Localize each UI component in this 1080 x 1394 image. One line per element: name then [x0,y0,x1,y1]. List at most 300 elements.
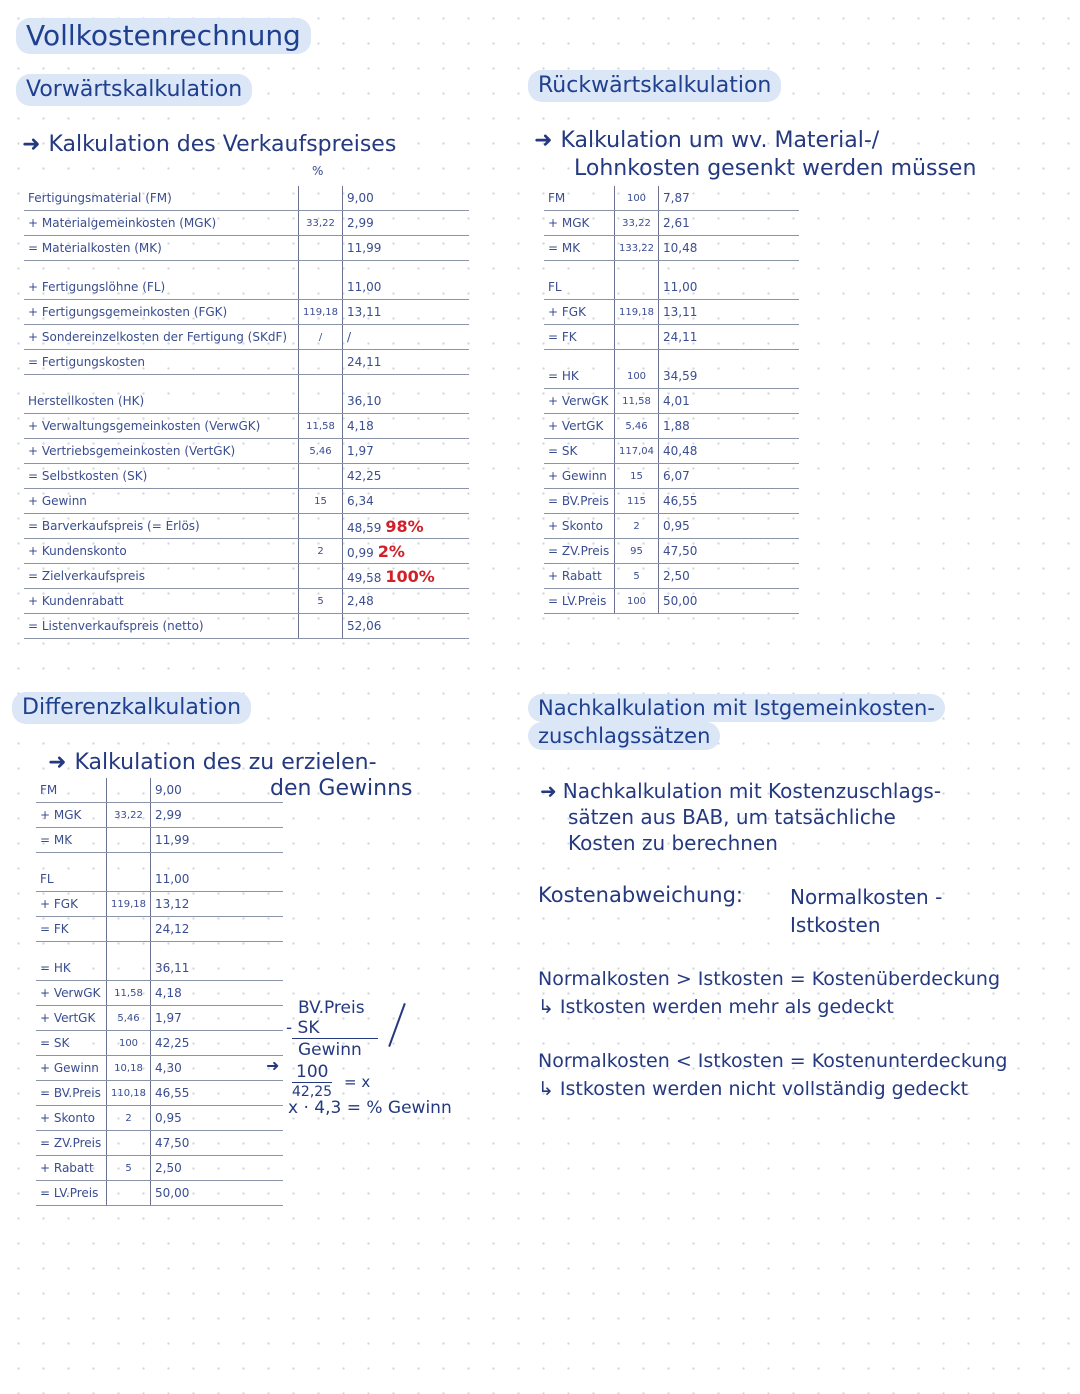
row-value [659,211,800,236]
row-value-text: 40,48 [663,444,698,458]
row-value [659,439,800,464]
row-label [544,236,615,261]
row-value-text: 48,59 [347,520,382,535]
row-label-text: + VerwGK [548,394,609,408]
row-value-text: 4,18 [155,986,182,1000]
row-value-text: 1,97 [155,1011,182,1025]
main-title: Vollkostenrechnung [16,18,311,54]
row-percent [615,261,659,276]
row-percent [615,350,659,365]
row-value [343,489,470,514]
table-gap-row [544,350,799,365]
row-label-text: = ZV.Preis [40,1136,102,1150]
ueberdeckung-line2-text: Istkosten werden mehr als gedeckt [559,996,894,1018]
row-label [36,1006,107,1031]
row-label [544,589,615,614]
row-label [36,892,107,917]
table-row [36,828,283,853]
row-value [151,917,284,942]
row-label-text: FL [548,280,562,294]
table-row [24,186,469,211]
row-label [544,439,615,464]
row-label-text: + FGK [40,897,78,911]
row-value [659,236,800,261]
table-row [544,514,799,539]
nachkalk-title-2: zuschlagssätzen [528,722,720,750]
row-percent-text: 119,18 [111,898,146,910]
table-row [544,364,799,389]
formula-gewinn: Gewinn [298,1040,362,1060]
row-percent-text: 119,18 [303,306,338,318]
row-percent-text: 2 [317,545,324,557]
row-percent [615,514,659,539]
row-percent-text: 5,46 [625,420,648,432]
table-row [24,614,469,639]
row-label [36,1056,107,1081]
percent-mark: 100% [385,566,435,586]
table-gap-row [24,261,469,276]
row-label [36,853,107,868]
row-value [659,261,800,276]
table-row [544,275,799,300]
row-value-text: 2,50 [663,569,690,583]
row-label-text: + VerwGK [40,986,101,1000]
row-value [659,325,800,350]
row-label-text: + Verwaltungsgemeinkosten (VerwGK) [28,419,261,433]
row-percent [299,514,343,539]
row-value-text: 24,11 [347,355,382,369]
row-label-text: + Gewinn [40,1061,99,1075]
row-percent [107,942,151,957]
table-row [544,389,799,414]
row-label [24,300,299,325]
row-label [36,1031,107,1056]
row-value [343,589,470,614]
table-row [24,464,469,489]
table-row [544,489,799,514]
row-value [343,300,470,325]
row-value [659,350,800,365]
row-label [24,589,299,614]
row-label [544,261,615,276]
percent-header: % [312,164,324,178]
table-row [36,917,283,942]
row-label-text: + MGK [548,216,590,230]
row-value [343,275,470,300]
row-percent [299,414,343,439]
row-percent-text: 5,46 [117,1012,140,1024]
arrow-right-icon: ➜ [534,128,553,153]
row-value [343,350,470,375]
row-percent [299,589,343,614]
nachkalk-title-1: Nachkalkulation mit Istgemeinkosten- [528,694,945,722]
table-row [544,211,799,236]
row-percent-text: 100 [626,370,647,382]
row-percent [615,211,659,236]
return-arrow-icon: ↳ [538,996,554,1018]
row-value [151,853,284,868]
table-row [36,892,283,917]
table-row [36,1006,283,1031]
row-value [343,325,470,350]
row-value-text: 4,30 [155,1061,182,1075]
row-value-text: 6,34 [347,494,374,508]
row-value [151,803,284,828]
row-value [151,892,284,917]
table-row [24,539,469,564]
row-value-text: 11,99 [347,241,382,255]
row-label [544,414,615,439]
table-row [544,300,799,325]
row-value [343,464,470,489]
row-label [544,300,615,325]
differenz-table [36,778,283,1206]
row-percent [299,325,343,350]
row-label [24,614,299,639]
row-percent [107,778,151,803]
table-row [36,867,283,892]
table-row [36,778,283,803]
row-percent [299,236,343,261]
row-label [24,564,299,589]
row-label-text: = HK [40,961,71,975]
table-row [544,539,799,564]
row-value [343,414,470,439]
row-value-text: 36,10 [347,394,382,408]
row-label [36,942,107,957]
table-gap-row [36,942,283,957]
table-row [24,589,469,614]
row-value-text: 34,59 [663,369,698,383]
row-value-text: 11,00 [155,872,190,886]
row-label [24,414,299,439]
row-label [24,236,299,261]
table-row [24,439,469,464]
row-value [343,389,470,414]
row-value [659,564,800,589]
row-label [544,514,615,539]
table-row [544,589,799,614]
abweichung-line1: Normalkosten - [790,885,943,909]
row-label-text: + Rabatt [40,1161,94,1175]
row-value [151,1081,284,1106]
row-value-text: 46,55 [663,494,698,508]
row-percent [299,375,343,390]
formula-final: x · 4,3 = % Gewinn [288,1098,452,1118]
row-value [659,414,800,439]
row-value-text: 52,06 [347,619,382,633]
formula-line-1 [292,1038,378,1039]
row-percent [299,564,343,589]
row-percent-text: 11,58 [622,395,651,407]
row-label-text: FM [40,783,58,797]
row-percent-text: 5 [125,1162,132,1174]
formula-equals-x: = x [344,1073,371,1091]
row-value-text: / [347,330,352,344]
row-percent [107,1006,151,1031]
row-percent [299,614,343,639]
row-label [36,803,107,828]
arrow-right-icon: ➜ [540,779,557,803]
row-label-text: = Materialkosten (MK) [28,241,162,255]
row-label [24,186,299,211]
row-percent [107,981,151,1006]
row-percent [615,439,659,464]
rueckwaerts-table [544,186,799,614]
row-label-text: = BV.Preis [548,494,609,508]
row-value-text: 13,12 [155,897,190,911]
row-percent [107,1156,151,1181]
row-percent [107,1106,151,1131]
row-percent [299,211,343,236]
row-label-text: Herstellkosten (HK) [28,394,145,408]
row-label [36,1156,107,1181]
row-label-text: Fertigungsmaterial (FM) [28,191,172,205]
nachkalk-desc-3: Kosten zu berechnen [568,831,778,855]
table-row [36,803,283,828]
table-row [544,414,799,439]
row-label-text: = LV.Preis [40,1186,99,1200]
row-percent [107,867,151,892]
row-value [659,389,800,414]
row-value [151,778,284,803]
row-percent [615,186,659,211]
row-value-text: 13,11 [663,305,698,319]
row-value-text: 36,11 [155,961,190,975]
nachkalk-desc-line1: Nachkalkulation mit Kostenzuschlags- [562,779,942,803]
row-label [36,1081,107,1106]
row-label-text: + VertGK [40,1011,96,1025]
row-label-text: = Barverkaufspreis (= Erlös) [28,519,200,533]
row-label-text: = MK [548,241,581,255]
nachkalk-desc-1 [540,778,941,804]
arrow-right-icon: ➜ [48,750,67,775]
table-row [544,464,799,489]
row-label-text: FM [548,191,566,205]
row-label [24,489,299,514]
row-percent [615,389,659,414]
row-percent-text: 115 [626,495,647,507]
row-percent [299,489,343,514]
row-label-text: + Rabatt [548,569,602,583]
row-value-text: 2,99 [347,216,374,230]
row-percent-text: 2 [633,520,640,532]
row-percent [615,589,659,614]
row-percent [107,1081,151,1106]
row-label [24,439,299,464]
row-percent [299,186,343,211]
percent-mark: 2% [377,541,405,561]
row-percent-text: 119,18 [619,306,654,318]
formula-sk: - SK [286,1018,320,1038]
row-value-text: 2,48 [347,594,374,608]
arrow-right-icon: ➜ [22,132,41,157]
ueberdeckung-line2 [538,994,894,1020]
row-value-text: 47,50 [663,544,698,558]
table-row [24,325,469,350]
row-percent [299,300,343,325]
row-label-text: + Materialgemeinkosten (MGK) [28,216,217,230]
row-value-text: 42,25 [155,1036,190,1050]
row-value [151,1181,284,1206]
row-percent-text: 2 [125,1112,132,1124]
row-percent [107,1056,151,1081]
row-label [36,1181,107,1206]
row-percent [299,439,343,464]
row-label-text: = Selbstkosten (SK) [28,469,148,483]
row-label [544,211,615,236]
row-value-text: 50,00 [155,1186,190,1200]
row-label-text: + Skonto [548,519,604,533]
row-percent-text: 5 [633,570,640,582]
table-row [36,1081,283,1106]
row-value [151,1106,284,1131]
row-percent [107,853,151,868]
differenz-subtitle-line1: Kalkulation des zu erzielen- [74,750,377,775]
row-label [36,1106,107,1131]
row-value [343,375,470,390]
row-label-text: = FK [40,922,69,936]
row-value [343,186,470,211]
row-label [544,539,615,564]
row-value-text: 1,88 [663,419,690,433]
row-value [151,1006,284,1031]
row-value [343,439,470,464]
row-label [36,1131,107,1156]
row-percent-text: 110,18 [111,1087,146,1099]
row-value [659,589,800,614]
row-label [24,539,299,564]
row-label-text: = Zielverkaufspreis [28,569,145,583]
row-label [36,867,107,892]
row-label [24,389,299,414]
row-value-text: 49,58 [347,570,382,585]
vorwaerts-subtitle-text: Kalkulation des Verkaufspreises [48,132,397,157]
row-label [24,275,299,300]
row-value [343,614,470,639]
row-label [544,389,615,414]
vorwaerts-subtitle [22,132,396,158]
ueberdeckung-line1: Normalkosten > Istkosten = Kostenüberdeckung [538,968,1001,990]
row-label-text: + Fertigungsgemeinkosten (FGK) [28,305,228,319]
row-value [151,956,284,981]
row-percent-text: 10,18 [114,1062,143,1074]
row-label-text: + Kundenrabatt [28,594,124,608]
table-row [36,1031,283,1056]
row-value-text: 46,55 [155,1086,190,1100]
row-value-text: 7,87 [663,191,690,205]
row-label-text: = SK [40,1036,70,1050]
row-value [659,186,800,211]
row-label [544,464,615,489]
row-percent-text: 133,22 [619,242,654,254]
row-percent [107,1181,151,1206]
row-label-text: = HK [548,369,579,383]
table-row [24,350,469,375]
table-row [24,275,469,300]
row-percent [615,325,659,350]
row-label-text: + Fertigungslöhne (FL) [28,280,166,294]
row-value-text: 24,12 [155,922,190,936]
row-value [343,564,470,589]
row-label [24,375,299,390]
abweichung-line2: Istkosten [790,913,881,937]
row-value-text: 11,00 [663,280,698,294]
row-label-text: = ZV.Preis [548,544,610,558]
row-label-text: + Gewinn [28,494,87,508]
unterdeckung-line2 [538,1076,968,1102]
row-value-text: 47,50 [155,1136,190,1150]
row-percent-text: 11,58 [306,420,335,432]
row-label-text: = BV.Preis [40,1086,101,1100]
row-percent [615,539,659,564]
table-row [36,1131,283,1156]
row-percent-text: 100 [626,192,647,204]
row-label [544,364,615,389]
table-row [544,564,799,589]
nachkalk-desc-2: sätzen aus BAB, um tatsächliche [568,805,896,829]
table-row [36,981,283,1006]
row-label [24,211,299,236]
row-label-text: + Skonto [40,1111,96,1125]
row-label-text: + MGK [40,808,82,822]
table-row [36,956,283,981]
row-label-text: + Sondereinzelkosten der Fertigung (SKdF) [28,330,288,344]
row-label-text: = FK [548,330,577,344]
row-value-text: 11,00 [347,280,382,294]
row-percent [107,892,151,917]
row-percent-text: 15 [314,495,327,507]
row-label-text: FL [40,872,54,886]
differenz-title: Differenzkalkulation [12,692,251,724]
row-value [151,1131,284,1156]
row-value [659,539,800,564]
row-label [36,981,107,1006]
table-gap-row [544,261,799,276]
row-label [544,564,615,589]
row-percent [615,414,659,439]
rueckwaerts-subtitle-2: Lohnkosten gesenkt werden müssen [574,156,977,181]
table-row [24,514,469,539]
row-label [544,275,615,300]
row-percent-text: 33,22 [622,217,651,229]
row-percent-text: 11,58 [114,987,143,999]
row-label-text: + FGK [548,305,586,319]
row-value-text: 9,00 [347,191,374,205]
row-value [659,489,800,514]
row-percent [107,828,151,853]
row-percent [299,389,343,414]
row-percent [299,275,343,300]
row-percent-text: 100 [118,1037,139,1049]
row-percent [299,350,343,375]
row-label [24,464,299,489]
row-percent [615,300,659,325]
row-label-text: = Fertigungskosten [28,355,145,369]
row-value-text: 50,00 [663,594,698,608]
row-value [151,867,284,892]
row-percent [299,464,343,489]
row-value-text: 2,99 [155,808,182,822]
row-percent-text: 33,22 [306,217,335,229]
row-percent [107,1031,151,1056]
table-row [24,300,469,325]
row-value-text: 0,99 [347,545,374,560]
formula-slash [388,1003,406,1047]
row-value [659,275,800,300]
row-value-text: 6,07 [663,469,690,483]
row-percent-text: 5 [317,595,324,607]
